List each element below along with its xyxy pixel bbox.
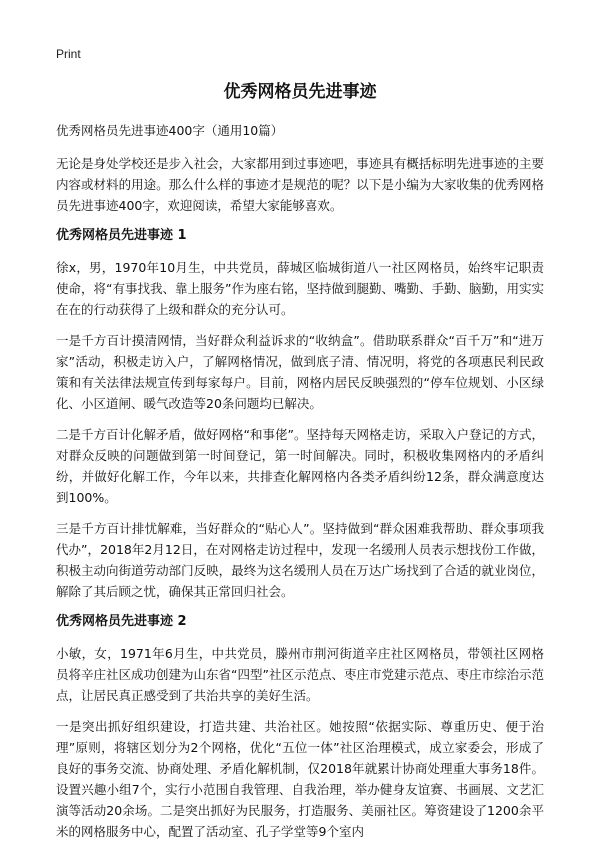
article-body [56, 120, 544, 852]
article-subtitle: 优秀网格员先进事迹400字（通用10篇） [56, 123, 284, 138]
section-paragraph: 徐x，男，1970年10月生，中共党员，薛城区临城街道八一社区网格员，始终牢记职责使命，将“有事找我、靠上服务”作为座右铭，坚持做到腿勤、嘴勤、手勤、脑勤，用实实在在的行动获得了上级和群众的充分认可。 [56, 260, 544, 317]
section-heading: 优秀网格员先进事迹 2 [56, 614, 187, 629]
print-link[interactable]: Print [56, 47, 81, 61]
section-paragraph: 一是突出抓好组织建设，打造共建、共治社区。她按照“依据实际、尊重历史、便于治理”原则，将辖区划分为2个网格，优化“五位一体”社区治理模式，成立家委会，形成了良好的事务交流、协商处理、矛盾化解机制，仅2018年就累计协商处理重大事务18件。设置兴趣小组7个，实行小范围自我管理、自我治理，举办健身友谊赛、书画展、文艺汇演等活动20余场。二是突出抓好为民服务，打造服务、美丽社区。筹资建设了1200余平米的网格服务中心，配置了活动室、孔子学堂等9个室内 [56, 719, 544, 839]
intro-paragraph: 无论是身处学校还是步入社会，大家都用到过事迹吧，事迹具有概括标明先进事迹的主要内容或材料的用途。那么什么样的事迹才是规范的呢？以下是小编为大家收集的优秀网格员先进事迹400字，欢迎阅读，希望大家能够喜欢。 [56, 156, 544, 213]
section-paragraph: 三是千方百计排忧解难，当好群众的“贴心人”。坚持做到“群众困难我帮助、群众事项我代办”，2018年2月12日，在对网格走访过程中，发现一名缓刑人员表示想找份工作做，积极主动向街道劳动部门反映，最终为这名缓刑人员在万达广场找到了合适的就业岗位，解除了其后顾之忧，确保其正常回归社会。 [56, 521, 544, 599]
section-paragraph: 一是千方百计摸清网情，当好群众利益诉求的“收纳盒”。借助联系群众“百千万”和“进万家”活动，积极走访入户，了解网格情况，做到底子清、情况明，将党的各项惠民利民政策和有关法律法规宣传到每家每户。目前，网格内居民反映强烈的“停车位规划、小区绿化、小区道闸、暖气改造等20条问题均已解决。 [56, 333, 544, 411]
section-heading: 优秀网格员先进事迹 1 [56, 228, 187, 243]
section-paragraph: 小敏，女，1971年6月生，中共党员，滕州市荆河街道辛庄社区网格员，带领社区网格员将辛庄社区成功创建为山东省“四型”社区示范点、枣庄市党建示范点、枣庄市综治示范点，让居民真正感受到了共治共享的美好生活。 [56, 646, 544, 703]
page-title: 优秀网格员先进事迹 [223, 82, 377, 102]
section-paragraph: 二是千方百计化解矛盾，做好网格“和事佬”。坚持每天网格走访，采取入户登记的方式，对群众反映的问题做到第一时间登记，第一时间解决。同时，积极收集网格内的矛盾纠纷，并做好化解工作，今年以来，共排查化解网格内各类矛盾纠纷12条，群众满意度达到100%。 [56, 427, 544, 505]
